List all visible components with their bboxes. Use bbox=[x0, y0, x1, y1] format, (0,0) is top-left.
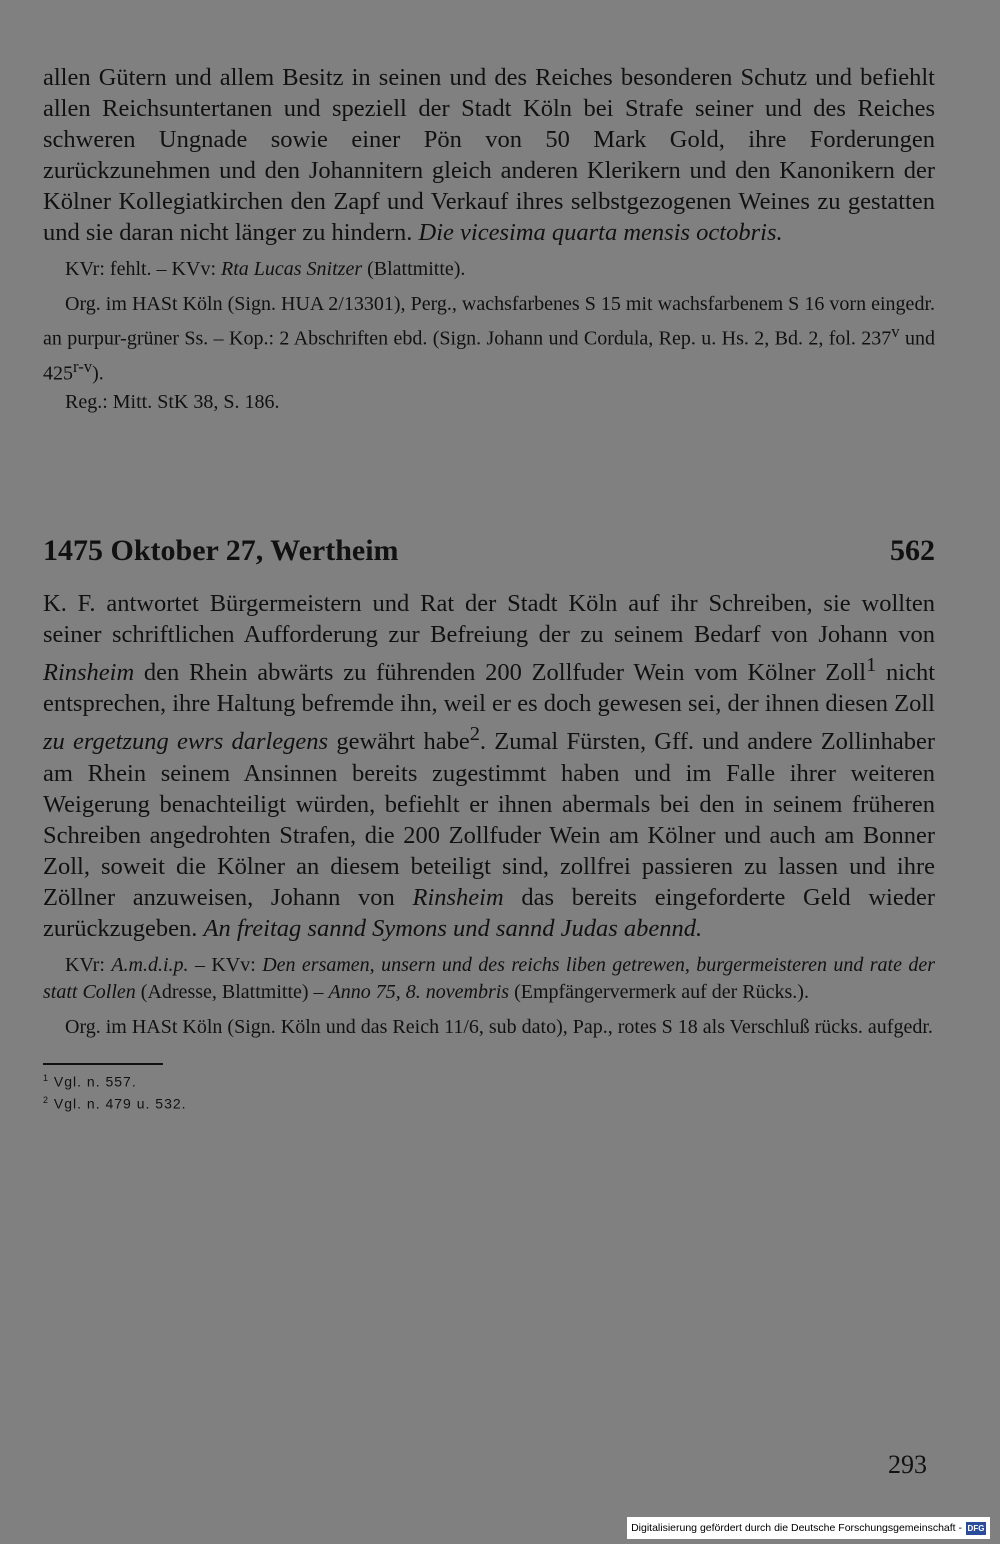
kanzleivermerk-562: KVr: A.m.d.i.p. – KVv: Den ersamen, unsern und des reichs liben getrewen, burgermeisteren und rate der statt Collen (Adresse, Blattmitte) – Anno 75, 8. novembris (Empfängervermerk auf der Rücks.). bbox=[43, 953, 936, 1003]
footnote-divider bbox=[43, 1063, 163, 1065]
regest-562: K. F. antwortet Bürgermeistern und Rat der Stadt Köln auf ihr Schreiben, sie wollten seiner schriftlichen Aufforderung zur Befreiung der zu seinem Bedarf von Johann von Rinsheim den Rhein abwärts zu führenden 200 Zollfuder Wein vom Kölner Zoll$^1$ nicht entsprechen, ihre Haltung befremde ihn, weil er es doch gewesen sei, der ihnen diesen Zoll zu ergetzung ewrs darlegens gewährt habe$^2$. Zumal Fürsten, Gff. und andere Zollinhaber am Rhein seinem Ansinnen bereits zugestimmt haben und im Falle ihrer weiteren Weigerung benachteiligt würden, befiehlt er ihnen abermals bei den in seinem früheren Schreiben angedrohten Strafen, die 200 Zollfuder Wein am Kölner und auch am Bonner Zoll, soweit die Kölner an diesem beteiligt sind, zollfrei passieren zu lassen und ihre Zöllner anzuweisen, Johann von Rinsheim das bereits eingeforderte Geld wieder zurückzugeben. An freitag sannd Symons und sannd Judas abennd. bbox=[43, 590, 936, 942]
page-body bbox=[43, 62, 935, 1114]
document-heading bbox=[43, 534, 935, 568]
original-note-561: Org. im HASt Köln (Sign. HUA 2/13301), Perg., wachsfarbenes S 15 mit wachsfarbenem S 16 vorn eingedr. an purpur-grüner Ss. – Kop.: 2 Abschriften ebd. (Sign. Johann und Cordula, Rep. u. Hs. 2, Bd. 2, fol. 237$^v$ und 425$^{r-v}$). bbox=[43, 293, 935, 385]
kanzleivermerk-561: KVr: fehlt. – KVv: Rta Lucas Snitzer (Blattmitte). bbox=[65, 258, 466, 280]
regest-reference-561: Reg.: Mitt. StK 38, S. 186. bbox=[65, 391, 280, 414]
document-number: 562 bbox=[890, 534, 935, 568]
page-number: 293 bbox=[888, 1450, 927, 1479]
original-note-562: Org. im HASt Köln (Sign. Köln und das Reich 11/6, sub dato), Pap., rotes S 18 als Verschluß rücks. aufgedr. bbox=[65, 1015, 933, 1038]
document-date-place: 1475 Oktober 27, Wertheim bbox=[43, 534, 399, 568]
funding-text: Digitalisierung gefördert durch die Deutsche Forschungsgemeinschaft - bbox=[631, 1522, 962, 1534]
footnote: $^1$ Vgl. n. 557. bbox=[43, 1072, 137, 1090]
footnote: $^2$ Vgl. n. 479 u. 532. bbox=[43, 1095, 187, 1112]
regest-continuation: allen Gütern und allem Besitz in seinen und des Reiches besonderen Schutz und befiehlt allen Reichsuntertanen und speziell der Stadt Köln bei Strafe seiner und des Reiches schweren Ungnade sowie einer Pön von 50 Mark Gold, ihre Forderungen zurückzunehmen und den Johannitern gleich anderen Klerikern und den Kanonikern der Kölner Kollegiatkirchen den Zapf und Verkauf ihres selbstgezogenen Weines zu gestatten und sie daran nicht länger zu hindern. Die vicesima quarta mensis octobris. bbox=[43, 64, 935, 246]
digitization-credit bbox=[627, 1517, 990, 1539]
dfg-logo-icon: DFG bbox=[967, 1523, 985, 1533]
